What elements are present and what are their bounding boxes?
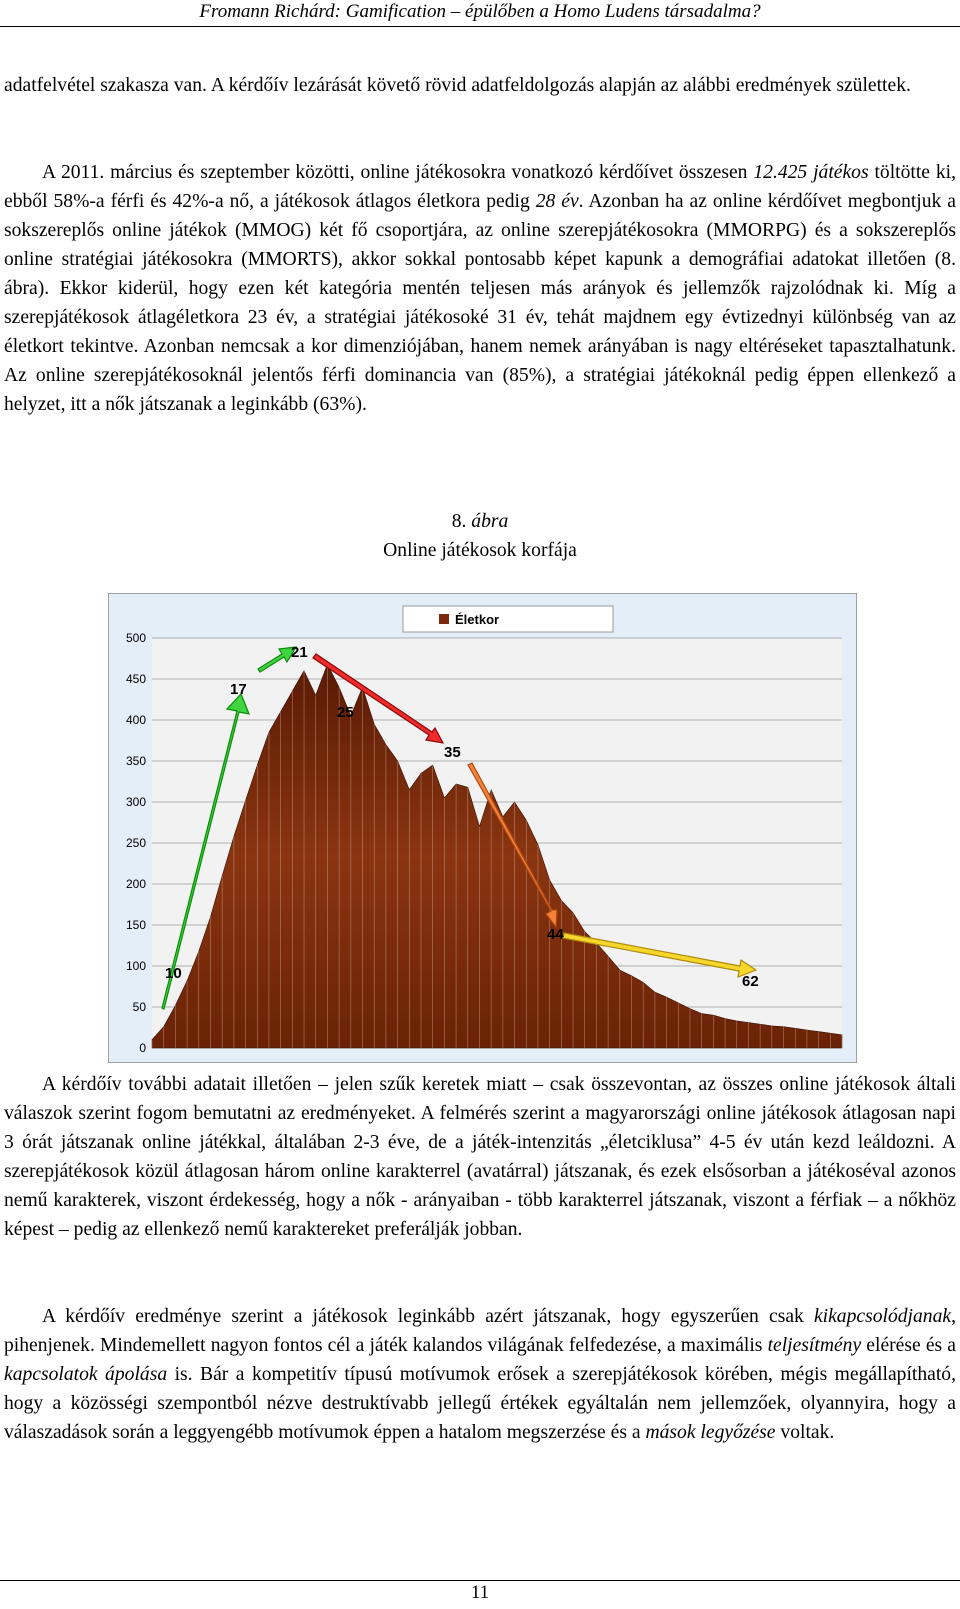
- p4-italic-defeat: mások legyőzése: [645, 1422, 776, 1443]
- annotation-age-21: 21: [291, 644, 308, 661]
- annotation-age-35: 35: [444, 744, 461, 761]
- y-tick-label: 50: [132, 1000, 146, 1014]
- p4-italic-performance: teljesítmény: [767, 1335, 862, 1356]
- paragraph-motives: [4, 1302, 956, 1447]
- p4-text-a: A kérdőív eredménye szerint a játékosok leginkább azért játszanak, hogy egyszerűen csak: [42, 1306, 814, 1327]
- p4-text-g: is. Bár a kompetitív típusú motívumok erősek a szerepjátékosok körében, mégis megállapítható, hogy a közösségi szempontból nézve destruktívabb jellegű értékek egyáltalán nem jellemzőek, olyannyira, hogy a válaszadások során a leggyengébb motívumok éppen a hatalom megszerzése és a: [4, 1364, 956, 1443]
- y-tick-label: 350: [125, 754, 146, 768]
- p4-italic-relax: kikapcsolódjanak: [813, 1306, 952, 1327]
- paragraph-3: A kérdőív további adatait illetően – jelen szűk keretek miatt – csak összevontan, az összes online játékosok általi válaszok szerint fogom bemutatni az eredményeket. A felmérés szerint a magyarországi online játékosok átlagosan napi 3 órát játszanak online játékkal, általában 2-3 éve, de a játék-intenzitás „életciklusa” 4-5 év után kezd leáldozni. A szerepjátékosok közül átlagosan három online karakterrel (avatárral) játszanak, és ezek elsősorban a játékoséval azonos nemű karakterek, viszont érdekesség, hogy a nők - arányaiban - több karakterrel játszanak, viszont a férfiak – a nőkhöz képest – pedig az ellenkező nemű karaktereket preferálják jobban.: [4, 1074, 956, 1240]
- p2-italic-age: 28 év: [535, 191, 579, 212]
- y-tick-label: 100: [125, 959, 146, 973]
- y-tick-label: 150: [125, 918, 146, 932]
- p4-text-e: elérése és a: [861, 1335, 956, 1356]
- chart-svg: [108, 593, 857, 1063]
- y-tick-label: 500: [125, 631, 146, 645]
- paragraph-results: [4, 158, 956, 419]
- page-number: 11: [470, 1582, 490, 1603]
- age-pyramid-chart: [108, 593, 857, 1063]
- figure-number-text: 8.: [451, 511, 472, 532]
- paragraph-1: adatfelvétel szakasza van. A kérdőív lezárását követő rövid adatfeldolgozás alapján az alábbi eredmények születtek.: [4, 75, 911, 96]
- p2-text-e: . Azonban ha az online kérdőívet megbontjuk a sokszereplős online játékok (MMOG) két fő csoportjára, az online szerepjátékosokra (MMORPG) és a sokszereplős online stratégiai játékosokra (MMORTS), akkor sokkal pontosabb képet kapunk a demográfiai adatokat illetően (8. ábra). Ekkor kiderül, hogy ezen két kategória mentén teljesen más arányok és jellemzők rajzolódnak ki. Míg a szerepjátékosok átlagéletkora 23 év, a stratégiai játékosoké 31 év, tehát majdnem egy évtizednyi különbség van az életkort tekintve. Azonban nemcsak a kor dimenziójában, hanem nemek arányában is nagy eltéréseket tapasztalhatunk. Az online szerepjátékosoknál jelentős férfi dominancia van (85%), a stratégiai játékoknál pedig éppen ellenkező a helyzet, itt a nők játszanak a leginkább (63%).: [4, 191, 956, 415]
- y-tick-label: 200: [125, 877, 146, 891]
- y-tick-label: 300: [125, 795, 146, 809]
- figure-number-italic: ábra: [471, 511, 509, 532]
- annotation-age-44: 44: [547, 926, 564, 943]
- figure-number: [0, 507, 960, 536]
- y-tick-label: 400: [125, 713, 146, 727]
- p2-italic-players: 12.425 játékos: [753, 162, 869, 183]
- p4-italic-relations: kapcsolatok ápolása: [4, 1364, 168, 1385]
- annotation-age-17: 17: [230, 681, 247, 698]
- p2-text-a: A 2011. március és szeptember közötti, online játékosokra vonatkozó kérdőívet összesen: [42, 162, 754, 183]
- annotation-age-62: 62: [742, 973, 759, 990]
- paragraph-4: [4, 1302, 956, 1447]
- legend-label: Életkor: [455, 612, 500, 627]
- y-tick-label: 0: [139, 1041, 146, 1055]
- figure-title: Online játékosok korfája: [383, 540, 577, 561]
- paragraph-details: [4, 1070, 956, 1244]
- annotation-age-10: 10: [165, 965, 182, 982]
- annotation-age-25: 25: [337, 704, 354, 721]
- legend-swatch: [439, 614, 449, 624]
- p4-text-c: , pihenjenek. Mindemellett nagyon fontos cél a játék kalandos világának felfedezése, a maximális: [4, 1306, 956, 1356]
- running-header: Fromann Richárd: Gamification – épülőben a Homo Ludens társadalma?: [0, 0, 960, 27]
- paragraph-2: [4, 158, 956, 419]
- p4-text-i: voltak.: [775, 1422, 835, 1443]
- legend-box: [403, 606, 613, 632]
- p2-text-c: töltötte ki, ebből 58%-a férfi és 42%-a nő, a játékosok átlagos életkora pedig: [4, 162, 956, 212]
- footer-rule: [0, 1580, 960, 1581]
- y-tick-label: 450: [125, 672, 146, 686]
- y-tick-label: 250: [125, 836, 146, 850]
- paragraph-intro: [4, 71, 956, 100]
